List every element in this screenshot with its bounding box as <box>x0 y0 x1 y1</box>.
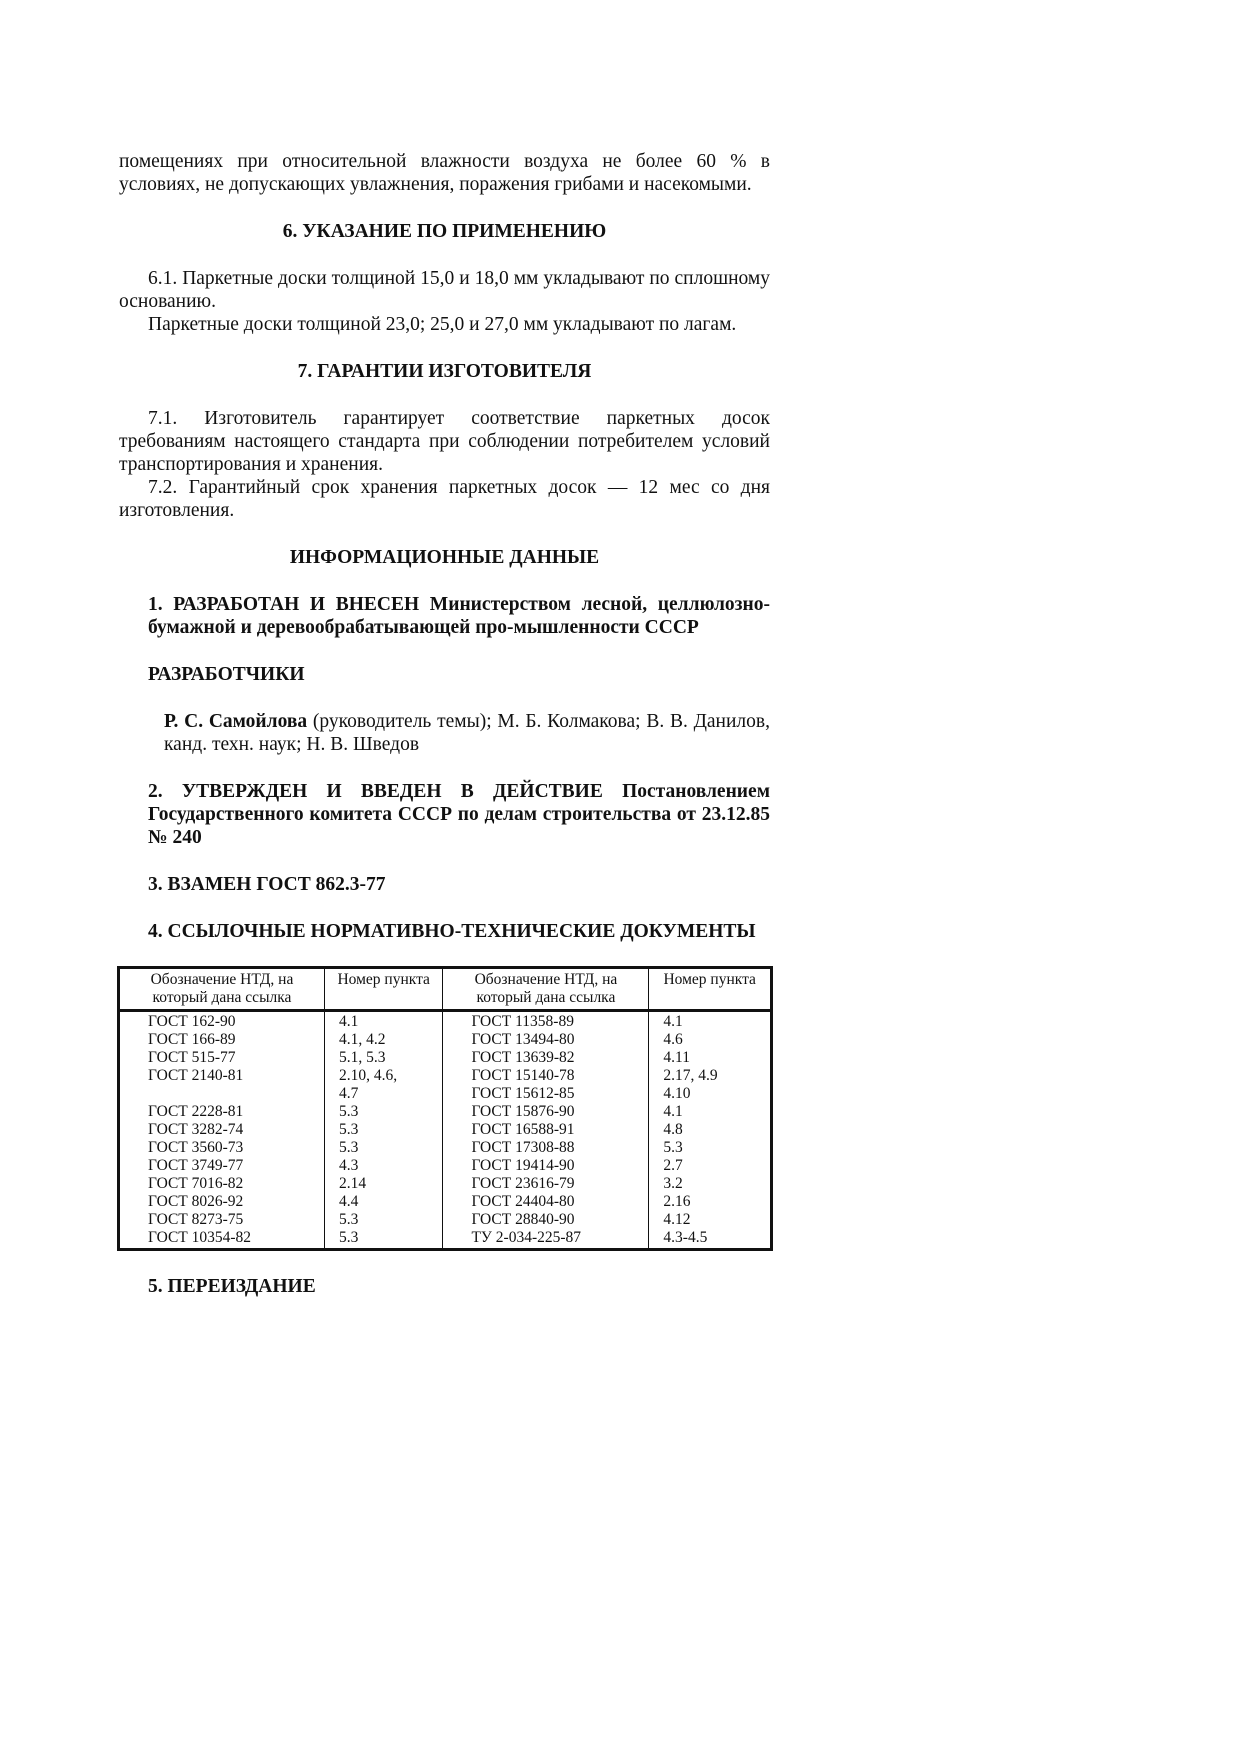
table-cell-designation: ГОСТ 3282-74 <box>119 1121 325 1139</box>
table-cell-item: 4.1, 4.2 <box>324 1031 443 1049</box>
table-body <box>119 1011 772 1250</box>
table-row <box>119 1049 772 1067</box>
table-cell-item: 4.1 <box>324 1011 443 1032</box>
info-item-1: 1. РАЗРАБОТАН И ВНЕСЕН Министерством лесной, целлюлозно-бумажной и деревообрабатывающей про-мышленности СССР <box>148 594 770 638</box>
table-cell-designation: ГОСТ 3749-77 <box>119 1157 325 1175</box>
table-cell-item: 4.1 <box>649 1103 772 1121</box>
table-cell-designation: ГОСТ 7016-82 <box>119 1175 325 1193</box>
table-cell-item: 5.3 <box>324 1229 443 1250</box>
developers-list <box>148 710 770 756</box>
intro-paragraph: помещениях при относительной влажности воздуха не более 60 % в условиях, не допускающих увлажнения, поражения грибами и насекомыми. <box>119 151 770 195</box>
table-header-designation-2: Обозначение НТД, на который дана ссылка <box>443 968 649 1011</box>
table-cell-item: 4.3 <box>324 1157 443 1175</box>
table-row <box>119 1157 772 1175</box>
table-cell-designation: ГОСТ 2228-81 <box>119 1103 325 1121</box>
table-row <box>119 1193 772 1211</box>
table-cell-designation: ГОСТ 166-89 <box>119 1031 325 1049</box>
table-cell-designation: ГОСТ 13494-80 <box>443 1031 649 1049</box>
references-table <box>117 966 773 1251</box>
table-row <box>119 1211 772 1229</box>
table-header-row <box>119 968 772 1011</box>
table-cell-designation: ГОСТ 19414-90 <box>443 1157 649 1175</box>
section-7-title: 7. ГАРАНТИИ ИЗГОТОВИТЕЛЯ <box>297 361 592 382</box>
table-row <box>119 1175 772 1193</box>
table-cell-item: 4.12 <box>649 1211 772 1229</box>
section-6-paragraph-1: 6.1. Паркетные доски толщиной 15,0 и 18,0 мм укладывают по сплошному основанию. <box>119 268 770 312</box>
section-7-paragraph-1: 7.1. Изготовитель гарантирует соответствие паркетных досок требованиям настоящего стандарта при соблюдении потребителем условий транспортирования и хранения. <box>119 408 770 475</box>
info-item-3: 3. ВЗАМЕН ГОСТ 862.3-77 <box>148 874 386 895</box>
document-page <box>119 150 770 1298</box>
info-item-5: 5. ПЕРЕИЗДАНИЕ <box>148 1276 316 1297</box>
table-cell-designation: ГОСТ 2140-81 <box>119 1067 325 1085</box>
table-cell-designation: ГОСТ 8026-92 <box>119 1193 325 1211</box>
table-header-item-1: Номер пункта <box>324 968 443 1011</box>
table-cell-item: 2.7 <box>649 1157 772 1175</box>
table-cell-item: 5.3 <box>324 1139 443 1157</box>
table-cell-item: 3.2 <box>649 1175 772 1193</box>
table-cell-designation: ГОСТ 3560-73 <box>119 1139 325 1157</box>
info-section <box>119 593 770 943</box>
section-6-paragraph-2: Паркетные доски толщиной 23,0; 25,0 и 27,0 мм укладывают по лагам. <box>148 314 737 335</box>
table-row <box>119 1139 772 1157</box>
table-row <box>119 1031 772 1049</box>
table-cell-designation: ТУ 2-034-225-87 <box>443 1229 649 1250</box>
table-cell-designation: ГОСТ 24404-80 <box>443 1193 649 1211</box>
section-7-paragraph-2: 7.2. Гарантийный срок хранения паркетных досок — 12 мес со дня изготовления. <box>119 477 770 521</box>
table-row <box>119 1229 772 1250</box>
table-cell-designation: ГОСТ 17308-88 <box>443 1139 649 1157</box>
table-cell-designation: ГОСТ 11358-89 <box>443 1011 649 1032</box>
table-cell-designation: ГОСТ 10354-82 <box>119 1229 325 1250</box>
developers-heading: РАЗРАБОТЧИКИ <box>148 664 305 685</box>
table-cell-item: 4.3-4.5 <box>649 1229 772 1250</box>
table-cell-item: 5.3 <box>649 1139 772 1157</box>
table-cell-item: 4.1 <box>649 1011 772 1032</box>
table-cell-item: 4.8 <box>649 1121 772 1139</box>
table-row <box>119 1103 772 1121</box>
table-row <box>119 1085 772 1103</box>
developers-lead: Р. С. Самойлова <box>164 711 308 732</box>
table-cell-designation <box>119 1085 325 1103</box>
info-item-2: 2. УТВЕРЖДЕН И ВВЕДЕН В ДЕЙСТВИЕ Постановлением Государственного комитета СССР по делам строительства от 23.12.85 № 240 <box>148 781 770 848</box>
table-cell-designation: ГОСТ 15876-90 <box>443 1103 649 1121</box>
table-cell-designation: ГОСТ 515-77 <box>119 1049 325 1067</box>
table-cell-item: 2.10, 4.6, <box>324 1067 443 1085</box>
developers-rest: (руководитель темы); М. Б. Колмакова; В. В. Данилов, канд. техн. наук; Н. В. Шведов <box>164 711 770 755</box>
table-cell-item: 4.10 <box>649 1085 772 1103</box>
table-header-item-2: Номер пункта <box>649 968 772 1011</box>
info-title: ИНФОРМАЦИОННЫЕ ДАННЫЕ <box>289 547 600 568</box>
table-row <box>119 1011 772 1032</box>
table-cell-item: 5.3 <box>324 1211 443 1229</box>
table-cell-designation: ГОСТ 28840-90 <box>443 1211 649 1229</box>
table-cell-designation: ГОСТ 8273-75 <box>119 1211 325 1229</box>
table-cell-item: 2.16 <box>649 1193 772 1211</box>
table-cell-designation: ГОСТ 16588-91 <box>443 1121 649 1139</box>
table-cell-item: 5.1, 5.3 <box>324 1049 443 1067</box>
table-cell-designation: ГОСТ 23616-79 <box>443 1175 649 1193</box>
table-cell-item: 5.3 <box>324 1121 443 1139</box>
table-cell-item: 2.17, 4.9 <box>649 1067 772 1085</box>
table-row <box>119 1067 772 1085</box>
info-item-4: 4. ССЫЛОЧНЫЕ НОРМАТИВНО-ТЕХНИЧЕСКИЕ ДОКУМЕНТЫ <box>148 921 756 942</box>
section-6-title: 6. УКАЗАНИЕ ПО ПРИМЕНЕНИЮ <box>282 221 607 242</box>
table-cell-item: 4.7 <box>324 1085 443 1103</box>
table-cell-item: 4.4 <box>324 1193 443 1211</box>
table-cell-designation: ГОСТ 15612-85 <box>443 1085 649 1103</box>
table-cell-item: 4.6 <box>649 1031 772 1049</box>
table-cell-item: 5.3 <box>324 1103 443 1121</box>
table-cell-item: 4.11 <box>649 1049 772 1067</box>
table-row <box>119 1121 772 1139</box>
table-header-designation-1: Обозначение НТД, на который дана ссылка <box>119 968 325 1011</box>
table-cell-designation: ГОСТ 13639-82 <box>443 1049 649 1067</box>
table-cell-designation: ГОСТ 15140-78 <box>443 1067 649 1085</box>
table-cell-item: 2.14 <box>324 1175 443 1193</box>
table-cell-designation: ГОСТ 162-90 <box>119 1011 325 1032</box>
